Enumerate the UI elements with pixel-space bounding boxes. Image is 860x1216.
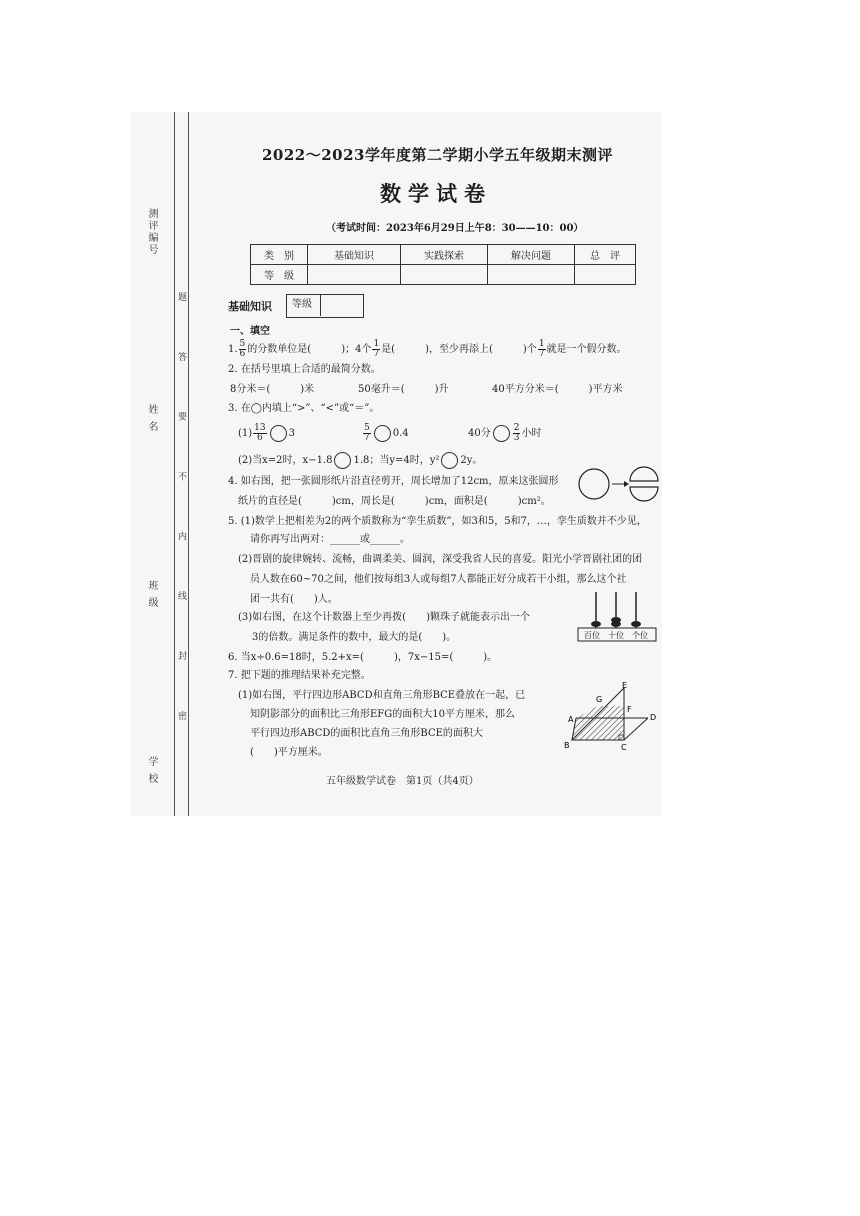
q2-item-a: 8分米＝( )米	[230, 384, 315, 395]
compare-circle[interactable]	[374, 425, 391, 442]
class-label: 班 级	[146, 580, 157, 610]
point-label-d: D	[650, 713, 657, 722]
q3-2: (2)当x=2时，x−1.8 1.8；当y=4时，y² 2y。	[238, 452, 482, 469]
exam-number-label: 测评编号	[146, 208, 157, 256]
subject-title: 数学试卷	[380, 181, 492, 206]
point-label-e: E	[622, 682, 628, 690]
question-4-line2: 纸片的直径是( )cm，周长是( )cm，面积是( )cm²。	[238, 496, 551, 507]
abacus-label: 百位	[584, 631, 600, 640]
question-7-title: 7. 把下题的推理结果补充完整。	[228, 670, 371, 681]
q2-item-b: 50毫升＝( )升	[358, 384, 449, 395]
point-label-c: C	[621, 743, 627, 752]
exam-paper	[130, 112, 662, 816]
exam-time: （考试时间：2023年6月29日上午8：30——10：00）	[326, 223, 584, 234]
exam-title: 2022～2023学年度第二学期小学五年级期末测评	[262, 146, 613, 164]
q3-1c: 40分 $\frac{2}{3}$ 小时	[468, 423, 542, 443]
seal-line-text: 题 答 要 不 内 线 封 密	[176, 292, 186, 745]
question-5-line1: 5. (1)数学上把相差为2的两个质数称为“孪生质数”，如3和5，5和7，…，孪生质数并不少见，	[228, 516, 647, 527]
point-label-f: F	[627, 705, 632, 714]
abacus-label: 个位	[632, 631, 648, 640]
question-1: 1. $\frac{5}{6}$ 的分数单位是( )；4个 $\frac{1}{7}$ 是( )，至少再添上( )个 $\frac{1}{7}$ 就是一个假分数。	[228, 339, 627, 359]
question-7-line2: 知阴影部分的面积比三角形EFG的面积大10平方厘米，那么	[250, 709, 515, 720]
grade-table	[250, 244, 636, 285]
point-label-g: G	[596, 695, 603, 704]
circle-cut-diagram	[576, 464, 660, 506]
q3-1b: $\frac{5}{7}$ 0.4	[364, 423, 409, 443]
question-5-line7: 3的倍数。满足条件的数中，最大的是( )。	[252, 632, 457, 643]
abacus-label: 十位	[608, 631, 624, 640]
compare-circle[interactable]	[334, 452, 351, 469]
question-5-line2: 请你再写出两对：______或______。	[250, 534, 410, 545]
grade-cell[interactable]	[308, 265, 401, 285]
parallelogram-diagram	[564, 682, 662, 752]
point-label-a: A	[568, 715, 574, 724]
grade-cell[interactable]	[401, 265, 488, 285]
grade-cell[interactable]	[488, 265, 575, 285]
point-label-b: B	[564, 741, 570, 750]
q3-1a: (1) $\frac{13}{6}$ 3	[238, 423, 295, 443]
question-7-line4: ( )平方厘米。	[250, 747, 328, 758]
compare-circle[interactable]	[493, 425, 510, 442]
abacus-diagram	[576, 586, 660, 646]
section-title: 基础知识	[228, 300, 272, 313]
grade-cell[interactable]	[575, 265, 636, 285]
grade-header: 类 别	[251, 245, 308, 265]
page-footer: 五年级数学试卷 第1页（共4页）	[326, 776, 479, 787]
grade-header: 基础知识	[308, 245, 401, 265]
school-label: 学 校	[146, 756, 157, 786]
grade-header: 总 评	[575, 245, 636, 265]
question-6: 6. 当x÷0.6=18时，5.2+x=( )，7x−15=( )。	[228, 652, 498, 663]
compare-circle[interactable]	[441, 452, 458, 469]
question-5-line4: 员人数在60~70之间，他们按每组3人或每组7人都能正好分成若干小组，那么这个社	[250, 574, 627, 585]
section-grade-divider	[320, 294, 321, 316]
question-5-line3: (2)晋剧的旋律婉转、流畅，曲调柔美、圆润，深受我省人民的喜爱。阳光小学晋剧社团的团	[238, 554, 643, 565]
compare-circle[interactable]	[270, 425, 287, 442]
q2-item-c: 40平方分米＝( )平方米	[492, 384, 623, 395]
question-7-line3: 平行四边形ABCD的面积比直角三角形BCE的面积大	[250, 728, 483, 739]
question-5-line6: (3)如右图，在这个计数器上至少再拨( )颗珠子就能表示出一个	[238, 612, 530, 623]
part-title: 一、填空	[230, 326, 270, 337]
grade-row-label: 等 级	[251, 265, 308, 285]
name-label: 姓 名	[146, 404, 157, 434]
question-5-line5: 团一共有( )人。	[250, 594, 338, 605]
binding-line-2	[188, 112, 189, 816]
section-grade-label: 等级	[292, 299, 312, 310]
grade-header: 解决问题	[488, 245, 575, 265]
question-2: 2. 在括号里填上合适的最简分数。	[228, 364, 381, 375]
question-3: 3. 在◯内填上“>”、“<”或“＝”。	[228, 403, 380, 414]
question-7-line1: (1)如右图，平行四边形ABCD和直角三角形BCE叠放在一起，已	[238, 690, 526, 701]
grade-header: 实践探索	[401, 245, 488, 265]
question-4-line1: 4. 如右图，把一张圆形纸片沿直径剪开，周长增加了12cm，原来这张圆形	[228, 476, 559, 487]
